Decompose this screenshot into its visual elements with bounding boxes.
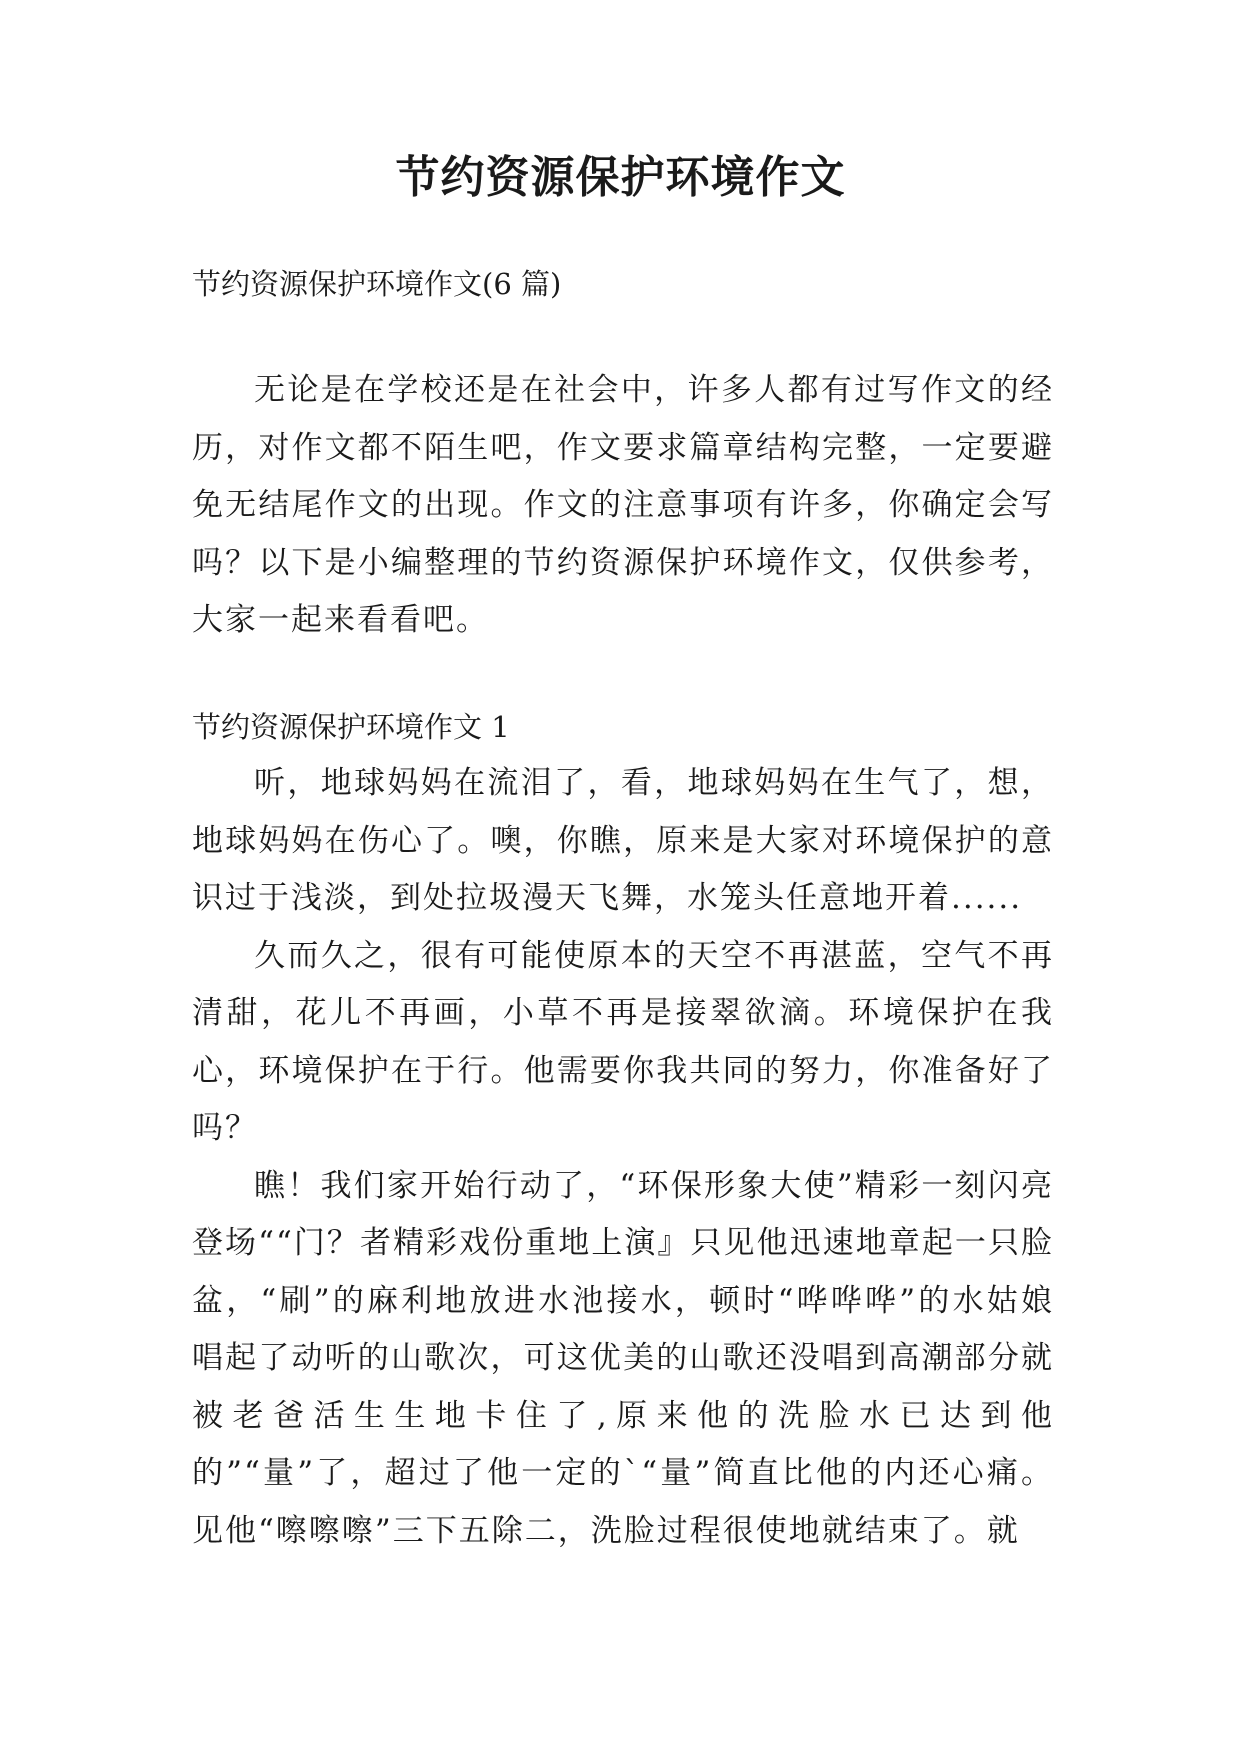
intro-text — [192, 362, 1054, 650]
section-1-paragraph: 瞧！我们家开始行动了，“环保形象大使”精彩一刻闪亮登场““门？者精彩戏份重地上演』只见他迅速地章起一只脸盆，“刷”的麻利地放进水池接水，顿时“哗哗哗”的水姑娘唱起了动听的山歌次，可这优美的山歌还没唱到高潮部分就被老爸活生生地卡住了,原来他的洗脸水已达到他的”“量”了，超过了他一定的`“量”简直比他的内还心痛。见他“嚓嚓嚓”三下五除二，洗脸过程很使地就结束了。就 — [192, 1167, 1054, 1549]
section-1-paragraph: 听，地球妈妈在流泪了，看，地球妈妈在生气了，想，地球妈妈在伤心了。噢，你瞧，原来是大家对环境保护的意识过于浅淡，到处拉圾漫天飞舞，水笼头任意地开着...... — [192, 765, 1054, 916]
section-1-paragraph: 久而久之，很有可能使原本的天空不再湛蓝，空气不再清甜，花儿不再画，小草不再是接翠欲滴。环境保护在我心，环境保护在于行。他需要你我共同的努力，你准备好了吗？ — [192, 937, 1054, 1146]
document-subtitle: 节约资源保护环境作文(6 篇) — [192, 267, 562, 301]
document-title: 节约资源保护环境作文 — [395, 152, 846, 203]
section-1-heading: 节约资源保护环境作文 1 — [192, 710, 510, 744]
section-1-body — [192, 755, 1054, 1560]
intro-paragraph: 无论是在学校还是在社会中，许多人都有过写作文的经历，对作文都不陌生吧，作文要求篇章结构完整，一定要避免无结尾作文的出现。作文的注意事项有许多，你确定会写吗？以下是小编整理的节约资源保护环境作文，仅供参考，大家一起来看看吧。 — [192, 372, 1054, 638]
